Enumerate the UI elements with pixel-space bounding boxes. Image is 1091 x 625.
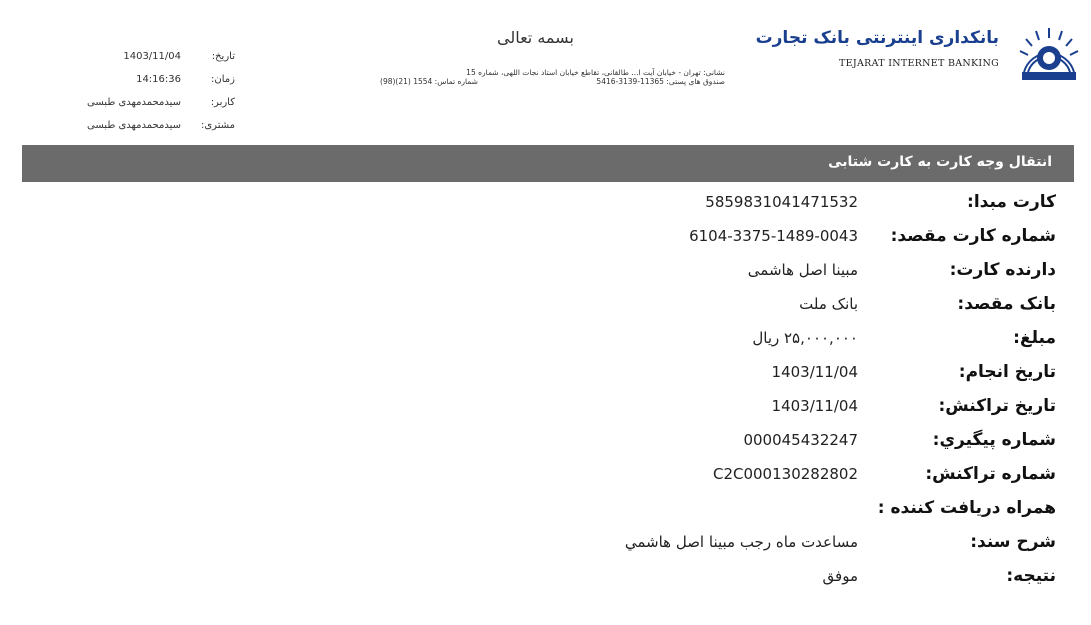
detail-label: دارنده کارت:: [949, 260, 1056, 280]
detail-destination-bank: [0, 288, 1091, 322]
address-line-1: [380, 68, 725, 77]
meta-customer: [65, 114, 235, 137]
meta-time: [65, 68, 235, 91]
detail-value: موفق: [822, 567, 858, 585]
detail-value: بانک ملت: [799, 295, 858, 313]
detail-value: مبینا اصل هاشمی: [747, 261, 858, 279]
detail-label: بانک مقصد:: [957, 294, 1056, 314]
meta-user-label: کاربر:: [210, 97, 235, 108]
detail-value: مساعدت ماه رجب مبینا اصل هاشمي: [624, 533, 858, 551]
meta-user-value: سیدمحمدمهدی طبسی: [87, 97, 181, 108]
receipt-title-bar: [22, 145, 1074, 182]
detail-transaction-number: [0, 458, 1091, 492]
meta-date: [65, 45, 235, 68]
address-line-2: [380, 77, 725, 86]
detail-value: 000045432247: [743, 431, 858, 449]
meta-date-label: تاریخ:: [211, 51, 235, 62]
detail-label: مبلغ:: [1013, 328, 1056, 348]
detail-label: نتیجه:: [1006, 566, 1056, 586]
postal-box: صندوق های پستی: 11365-3139-5416: [596, 77, 725, 86]
detail-label: کارت مبدا:: [967, 192, 1056, 212]
detail-label: شماره کارت مقصد:: [890, 226, 1056, 246]
detail-result: [0, 560, 1091, 594]
meta-customer-value: سیدمحمدمهدی طبسی: [87, 120, 181, 131]
bank-name-en: TEJARAT INTERNET BANKING: [839, 58, 999, 69]
detail-label: تاریخ انجام:: [958, 362, 1056, 382]
address-text: نشانی: تهران - خیابان آیت ا... طالقانی، تقاطع خیابان استاد نجات اللهی، شماره 15: [466, 68, 725, 77]
detail-value: ۲۵,۰۰۰,۰۰۰ ریال: [752, 329, 858, 347]
detail-value: C2C000130282802: [712, 465, 858, 483]
bank-address: [380, 68, 725, 86]
detail-destination-card: [0, 220, 1091, 254]
tejarat-emblem-icon: [1014, 22, 1084, 84]
detail-value: 1403/11/04: [771, 363, 858, 381]
detail-execution-date: [0, 356, 1091, 390]
detail-label: همراه دریافت کننده :: [877, 498, 1056, 518]
detail-value: 1403/11/04: [771, 397, 858, 415]
detail-label: تاریخ تراکنش:: [938, 396, 1056, 416]
detail-description: [0, 526, 1091, 560]
detail-value: 6104-3375-1489-0043: [689, 227, 858, 245]
meta-time-value: 14:16:36: [136, 74, 181, 85]
detail-label: شرح سند:: [970, 532, 1056, 552]
detail-transaction-date: [0, 390, 1091, 424]
detail-source-card: [0, 186, 1091, 220]
meta-time-label: زمان:: [211, 74, 235, 85]
basmala: بسمه تعالی: [497, 28, 574, 47]
detail-card-holder: [0, 254, 1091, 288]
detail-value: 5859831041471532: [705, 193, 858, 211]
detail-receiver-mobile: [0, 492, 1091, 526]
detail-label: شماره تراکنش:: [925, 464, 1056, 484]
meta-customer-label: مشتری:: [200, 120, 235, 131]
receipt-title: انتقال وجه کارت به کارت شتابی: [828, 154, 1052, 170]
detail-tracking-number: [0, 424, 1091, 458]
phone-number: شماره تماس: 1554 (21)(98): [380, 77, 478, 86]
bank-name-fa: بانکداری اینترنتی بانک تجارت: [755, 28, 999, 48]
meta-date-value: 1403/11/04: [123, 51, 181, 62]
transfer-details: [0, 186, 1091, 594]
receipt-meta: [65, 45, 235, 137]
bank-logo: [755, 20, 999, 80]
meta-user: [65, 91, 235, 114]
detail-amount: [0, 322, 1091, 356]
detail-label: شماره پیگیري:: [932, 430, 1056, 450]
